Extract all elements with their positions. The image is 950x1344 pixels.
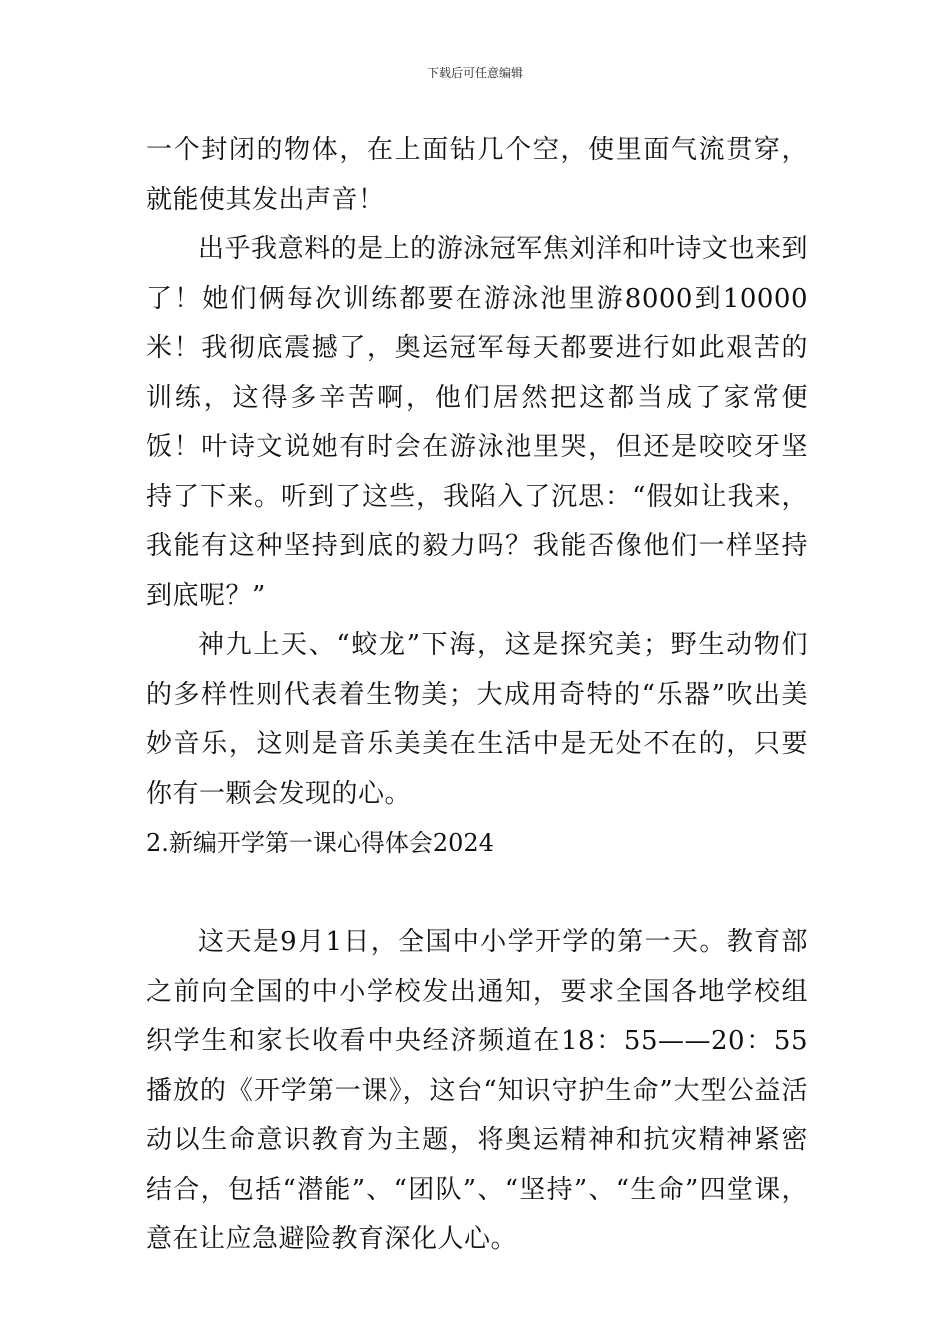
paragraph-first-lesson: 这天是9月1日，全国中小学开学的第一天。教育部之前向全国的中小学校发出通知，要求全国各地学校组织学生和家长收看中央经济频道在18：55——20：55播放的《开学第一课》，这台“知识守护生命”大型公益活动以生命意识教育为主题，将奥运精神和抗灾精神紧密结合，包括“潜能”、“团队”、“坚持”、“生命”四堂课，意在让应急避险教育深化人心。 — [146, 927, 808, 1254]
section-heading: 2.新编开学第一课心得体会2024 — [146, 829, 494, 857]
document-body — [146, 126, 808, 1265]
page-header-note: 下载后可任意编辑 — [426, 66, 523, 80]
paragraph-beauty-in-life: 神九上天、“蛟龙”下海，这是探究美；野生动物们的多样性则代表着生物美；大成用奇特的“乐器”吹出美妙音乐，这则是音乐美美在生活中是无处不在的，只要你有一颗会发现的心。 — [146, 630, 808, 809]
blank-line — [146, 869, 808, 919]
paragraph-continuation: 一个封闭的物体，在上面钻几个空，使里面气流贯穿，就能使其发出声音！ — [146, 135, 808, 215]
paragraph-swimming-champions: 出乎我意料的是上的游泳冠军焦刘洋和叶诗文也来到了！她们俩每次训练都要在游泳池里游8000到10000米！我彻底震撼了，奥运冠军每天都要进行如此艰苦的训练，这得多辛苦啊，他们居然把这都当成了家常便饭！叶诗文说她有时会在游泳池里哭，但还是咬咬牙坚持了下来。听到了这些，我陷入了沉思：“假如让我来，我能有这种坚持到底的毅力吗？我能否像他们一样坚持到底呢？” — [146, 234, 808, 611]
